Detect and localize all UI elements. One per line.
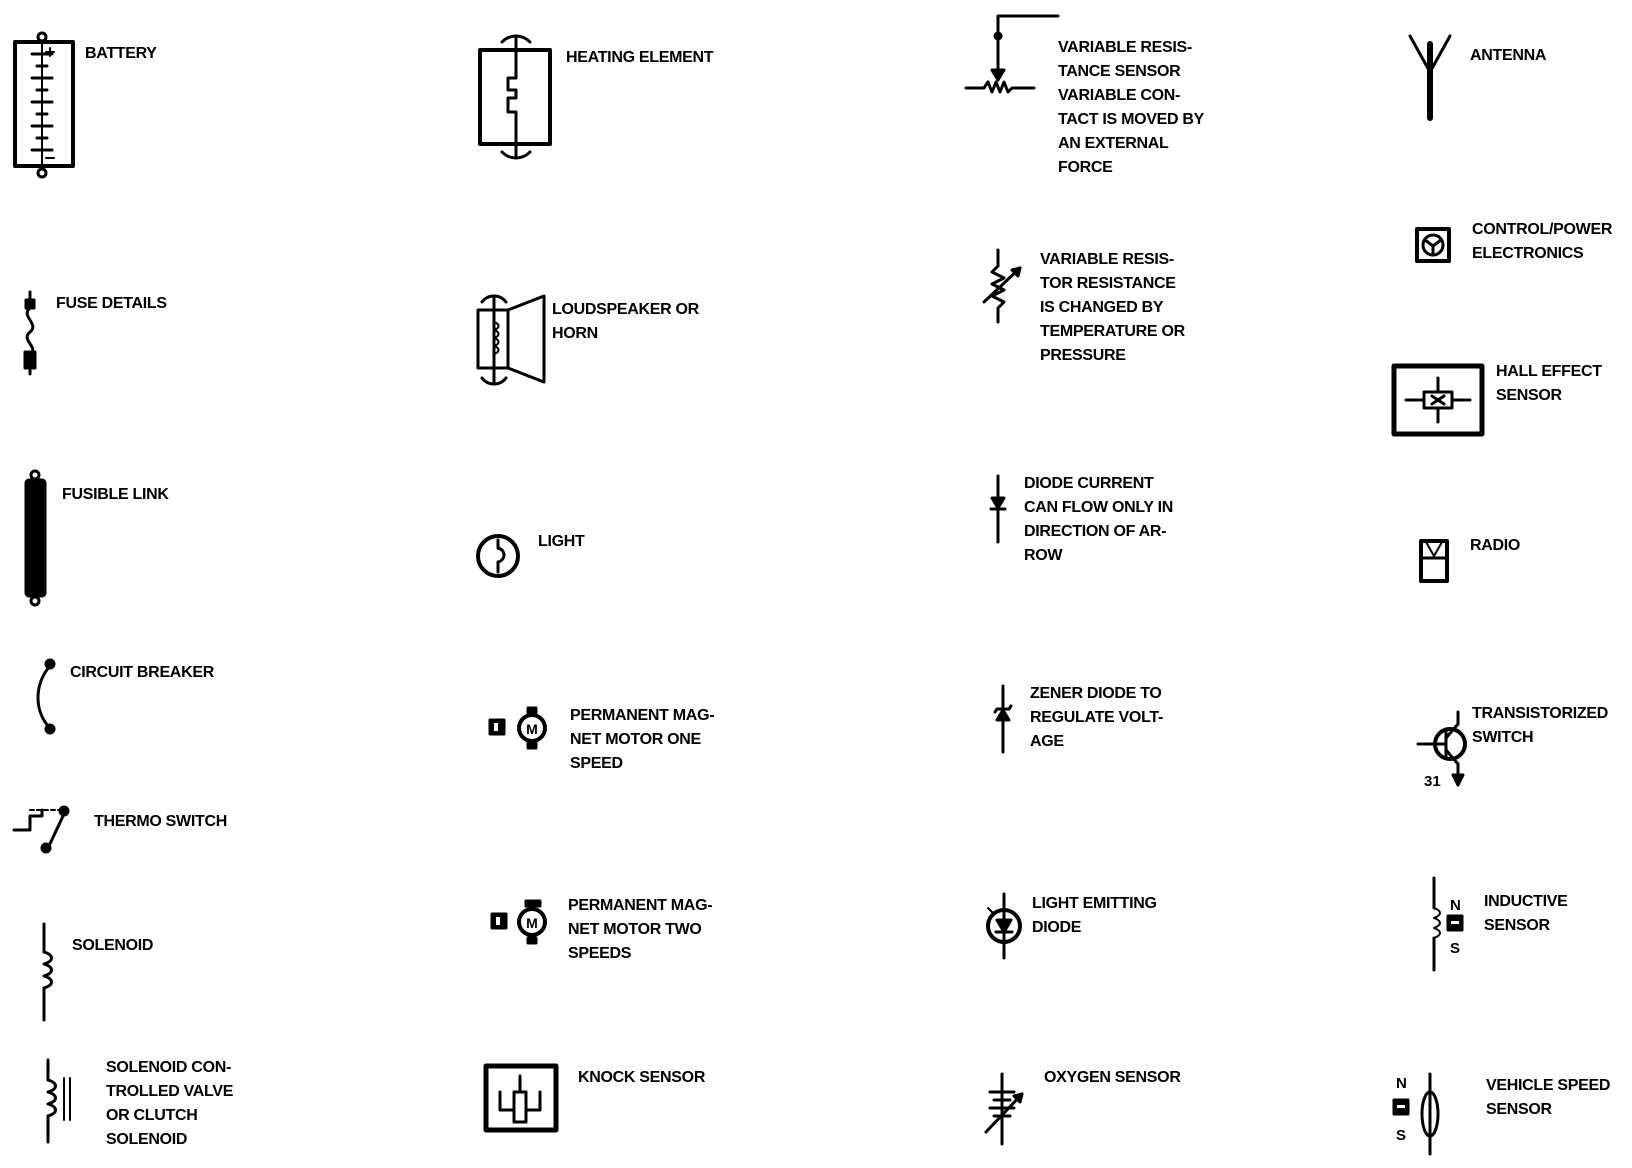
led-icon	[984, 894, 1026, 958]
svg-text:M: M	[526, 721, 538, 737]
fuse-details-label: FUSE DETAILS	[56, 295, 167, 312]
variable-resistor-label: VARIABLE RESIS- TOR RESISTANCE IS CHANGED BY TEMPERATURE OR PRESSURE	[1040, 251, 1185, 364]
zener-diode-label: ZENER DIODE TO REGULATE VOLT- AGE	[1030, 685, 1163, 750]
light-bulb-icon	[474, 532, 524, 582]
speed-pole-n: N	[1396, 1075, 1407, 1092]
light-label: LIGHT	[538, 533, 585, 550]
diode-label: DIODE CURRENT CAN FLOW ONLY IN DIRECTION OF AR- ROW	[1024, 475, 1173, 564]
loudspeaker-label: LOUDSPEAKER OR HORN	[552, 301, 699, 342]
radio-icon	[1418, 538, 1452, 586]
diode-icon	[988, 476, 1012, 542]
thermo-switch-icon	[12, 806, 74, 852]
control-electronics-label: CONTROL/POWER ELECTRONICS	[1472, 221, 1613, 262]
zener-diode-icon	[992, 686, 1016, 752]
battery-label: BATTERY	[85, 45, 157, 62]
circuit-breaker-icon	[34, 656, 64, 736]
control-electronics-icon	[1414, 226, 1454, 266]
inductive-sensor-label: INDUCTIVE SENSOR	[1484, 893, 1568, 934]
terminal-31-label: 31	[1424, 773, 1441, 790]
oxygen-sensor-icon	[984, 1074, 1028, 1144]
inductive-sensor-icon	[1426, 878, 1476, 970]
inductive-pole-s: S	[1450, 940, 1461, 957]
radio-label: RADIO	[1470, 537, 1521, 554]
fusible-link-icon	[20, 470, 50, 606]
speed-pole-s: S	[1396, 1127, 1407, 1144]
motor-one-speed-label: PERMANENT MAG- NET MOTOR ONE SPEED	[570, 707, 715, 772]
oxygen-sensor-label: OXYGEN SENSOR	[1044, 1069, 1181, 1086]
motor-two-speeds-icon	[490, 900, 554, 944]
motor-two-speeds-label: PERMANENT MAG- NET MOTOR TWO SPEEDS	[568, 897, 713, 962]
transistor-icon	[1414, 708, 1478, 790]
variable-resistance-sensor-icon	[966, 12, 1070, 102]
solenoid-label: SOLENOID	[72, 937, 154, 954]
inductive-pole-n: N	[1450, 897, 1461, 914]
loudspeaker-icon	[472, 292, 554, 388]
hall-effect-sensor-icon	[1390, 362, 1486, 438]
antenna-icon	[1406, 32, 1456, 122]
battery-icon	[10, 30, 80, 180]
led-label: LIGHT EMITTING DIODE	[1032, 895, 1157, 936]
circuit-breaker-label: CIRCUIT BREAKER	[70, 664, 214, 681]
vehicle-speed-sensor-label: VEHICLE SPEED SENSOR	[1486, 1077, 1611, 1118]
knock-sensor-label: KNOCK SENSOR	[578, 1069, 706, 1086]
knock-sensor-icon	[482, 1062, 562, 1134]
vehicle-speed-sensor-icon	[1392, 1074, 1452, 1154]
fuse-icon	[18, 292, 48, 374]
transistorized-switch-label: TRANSISTORIZED SWITCH	[1472, 705, 1608, 746]
solenoid-valve-icon	[40, 1060, 76, 1142]
fusible-link-label: FUSIBLE LINK	[62, 486, 169, 503]
solenoid-valve-label: SOLENOID CON- TROLLED VALVE OR CLUTCH SOLENOID	[106, 1059, 234, 1148]
antenna-label: ANTENNA	[1470, 47, 1547, 64]
variable-resistor-icon	[982, 250, 1028, 322]
variable-resistance-sensor-label: VARIABLE RESIS- TANCE SENSOR VARIABLE CON- TACT IS MOVED BY AN EXTERNAL FORCE	[1058, 39, 1205, 176]
solenoid-icon	[36, 924, 56, 1020]
heating-element-label: HEATING ELEMENT	[566, 49, 714, 66]
thermo-switch-label: THERMO SWITCH	[94, 813, 227, 830]
svg-text:M: M	[526, 915, 538, 931]
hall-effect-sensor-label: HALL EFFECT SENSOR	[1496, 363, 1602, 404]
heating-element-icon	[474, 32, 558, 162]
motor-one-speed-icon	[488, 708, 554, 748]
